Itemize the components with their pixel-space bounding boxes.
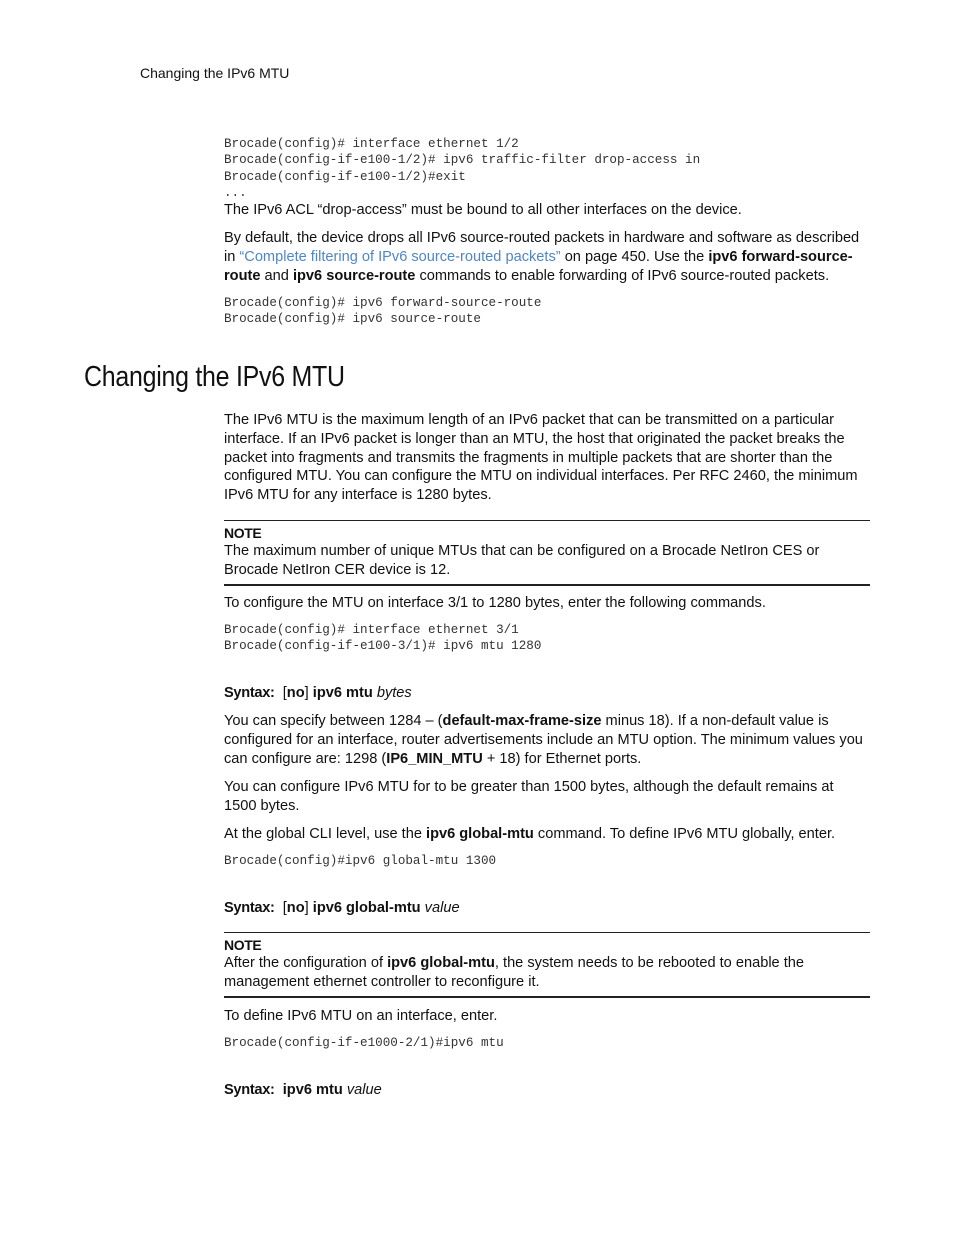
syntax-label: Syntax: <box>224 900 275 916</box>
syntax-ipv6-mtu-bytes <box>224 684 870 702</box>
text: and <box>260 267 293 284</box>
syntax-ipv6-global-mtu <box>224 899 870 917</box>
bracket: [ <box>282 685 287 701</box>
command-name: ipv6 global-mtu <box>426 826 534 842</box>
paragraph-greater-than-1500: You can configure IPv6 MTU for to be greater than 1500 bytes, although the default remains at 1500 bytes. <box>224 779 834 814</box>
note-text: The maximum number of unique MTUs that can be configured on a Brocade NetIron CES or Brocade NetIron CER device is 12. <box>224 543 820 578</box>
parameter-name: IP6_MIN_MTU <box>386 750 483 767</box>
code-line: Brocade(config)# ipv6 forward-source-route <box>224 296 542 310</box>
syntax-ipv6-mtu-value <box>224 1081 870 1099</box>
syntax-command: ipv6 global-mtu <box>312 900 421 916</box>
text: + 18) for Ethernet ports. <box>482 750 642 767</box>
code-line: Brocade(config-if-e100-1/2)# ipv6 traffic-filter drop-access in <box>224 153 701 168</box>
code-line: Brocade(config)# interface ethernet 3/1 <box>224 623 519 637</box>
code-line: Brocade(config-if-e100-1/2)#exit <box>224 169 466 184</box>
code-line: Brocade(config)# ipv6 source-route <box>224 312 481 327</box>
text: command. To define IPv6 MTU globally, enter. <box>533 826 836 842</box>
code-line: ... <box>224 186 247 201</box>
bracket: ] <box>304 900 309 916</box>
note-title: NOTE <box>224 525 262 541</box>
code-block-interface-mtu <box>224 1035 870 1051</box>
code-line: Brocade(config-if-e100-3/1)# ipv6 mtu 1280 <box>224 639 542 654</box>
note-box-unique-mtus <box>224 520 870 586</box>
syntax-keyword-no: no <box>286 900 305 916</box>
text: on page 450. Use the <box>560 248 709 265</box>
bracket: [ <box>282 900 287 916</box>
code-block-source-route <box>224 295 870 328</box>
paragraph-interface-mtu: To define IPv6 MTU on an interface, enter. <box>224 1008 498 1024</box>
text: commands to enable forwarding of IPv6 source-routed packets. <box>415 267 830 284</box>
code-line: Brocade(config)# interface ethernet 1/2 <box>224 137 519 151</box>
syntax-command: ipv6 mtu <box>282 1082 343 1098</box>
code-line: Brocade(config)#ipv6 global-mtu 1300 <box>224 854 497 868</box>
command-name: ipv6 global-mtu <box>387 955 495 971</box>
paragraph-global-cli <box>224 825 870 844</box>
syntax-argument: value <box>346 1082 382 1098</box>
syntax-command: ipv6 mtu <box>312 685 373 701</box>
section-title: Changing the IPv6 MTU <box>84 361 345 393</box>
paragraph-specify-range <box>224 712 870 768</box>
syntax-label: Syntax: <box>224 685 275 701</box>
syntax-argument: bytes <box>376 685 412 701</box>
parameter-name: default-max-frame-size <box>442 713 602 729</box>
note-text <box>224 954 870 992</box>
paragraph-intro: The IPv6 MTU is the maximum length of an IPv6 packet that can be transmitted on a particular interface. If an IPv6 packet is longer than an MTU, the host that originated the packet breaks the packet into fragments and transmits the fragments in multiple packets that are shorter than the configured MTU. You can configure the MTU on individual interfaces. Per RFC 2460, the minimum IPv6 MTU for any interface is 1280 bytes. <box>224 412 858 504</box>
paragraph-source-routed <box>224 229 870 285</box>
running-header: Changing the IPv6 MTU <box>140 65 290 81</box>
cross-reference-link[interactable]: “Complete filtering of IPv6 source-routed packets” <box>239 248 561 265</box>
text: After the configuration of <box>224 955 388 971</box>
paragraph-config-intro: To configure the MTU on interface 3/1 to 1280 bytes, enter the following commands. <box>224 595 766 611</box>
command-name: ipv6 source-route <box>292 267 416 284</box>
code-block-global-mtu <box>224 853 870 869</box>
text: You can specify between 1284 – ( <box>224 713 443 729</box>
command-name: ipv6 forward-source-route <box>224 248 853 284</box>
text: , the system needs to be rebooted to enable the management ethernet controller to reconfigure it. <box>224 955 805 990</box>
bracket: ] <box>304 685 309 701</box>
paragraph-drop-access: The IPv6 ACL “drop-access” must be bound to all other interfaces on the device. <box>224 202 742 218</box>
text: By default, the device drops all IPv6 source-routed packets in hardware and software as described in <box>224 230 860 265</box>
code-block-mtu-1280 <box>224 622 870 655</box>
note-box-reboot <box>224 932 870 998</box>
code-line: Brocade(config-if-e1000-2/1)#ipv6 mtu <box>224 1036 504 1050</box>
text: minus 18). If a non-default value is configured for an interface, router advertisements include an MTU option. The minimum values you can configure are: 1298 ( <box>224 713 863 767</box>
syntax-label: Syntax: <box>224 1082 275 1098</box>
syntax-argument: value <box>424 900 460 916</box>
note-title: NOTE <box>224 937 262 953</box>
syntax-keyword-no: no <box>286 685 305 701</box>
code-block-interface-1-2 <box>224 136 870 202</box>
text: At the global CLI level, use the <box>224 826 427 842</box>
